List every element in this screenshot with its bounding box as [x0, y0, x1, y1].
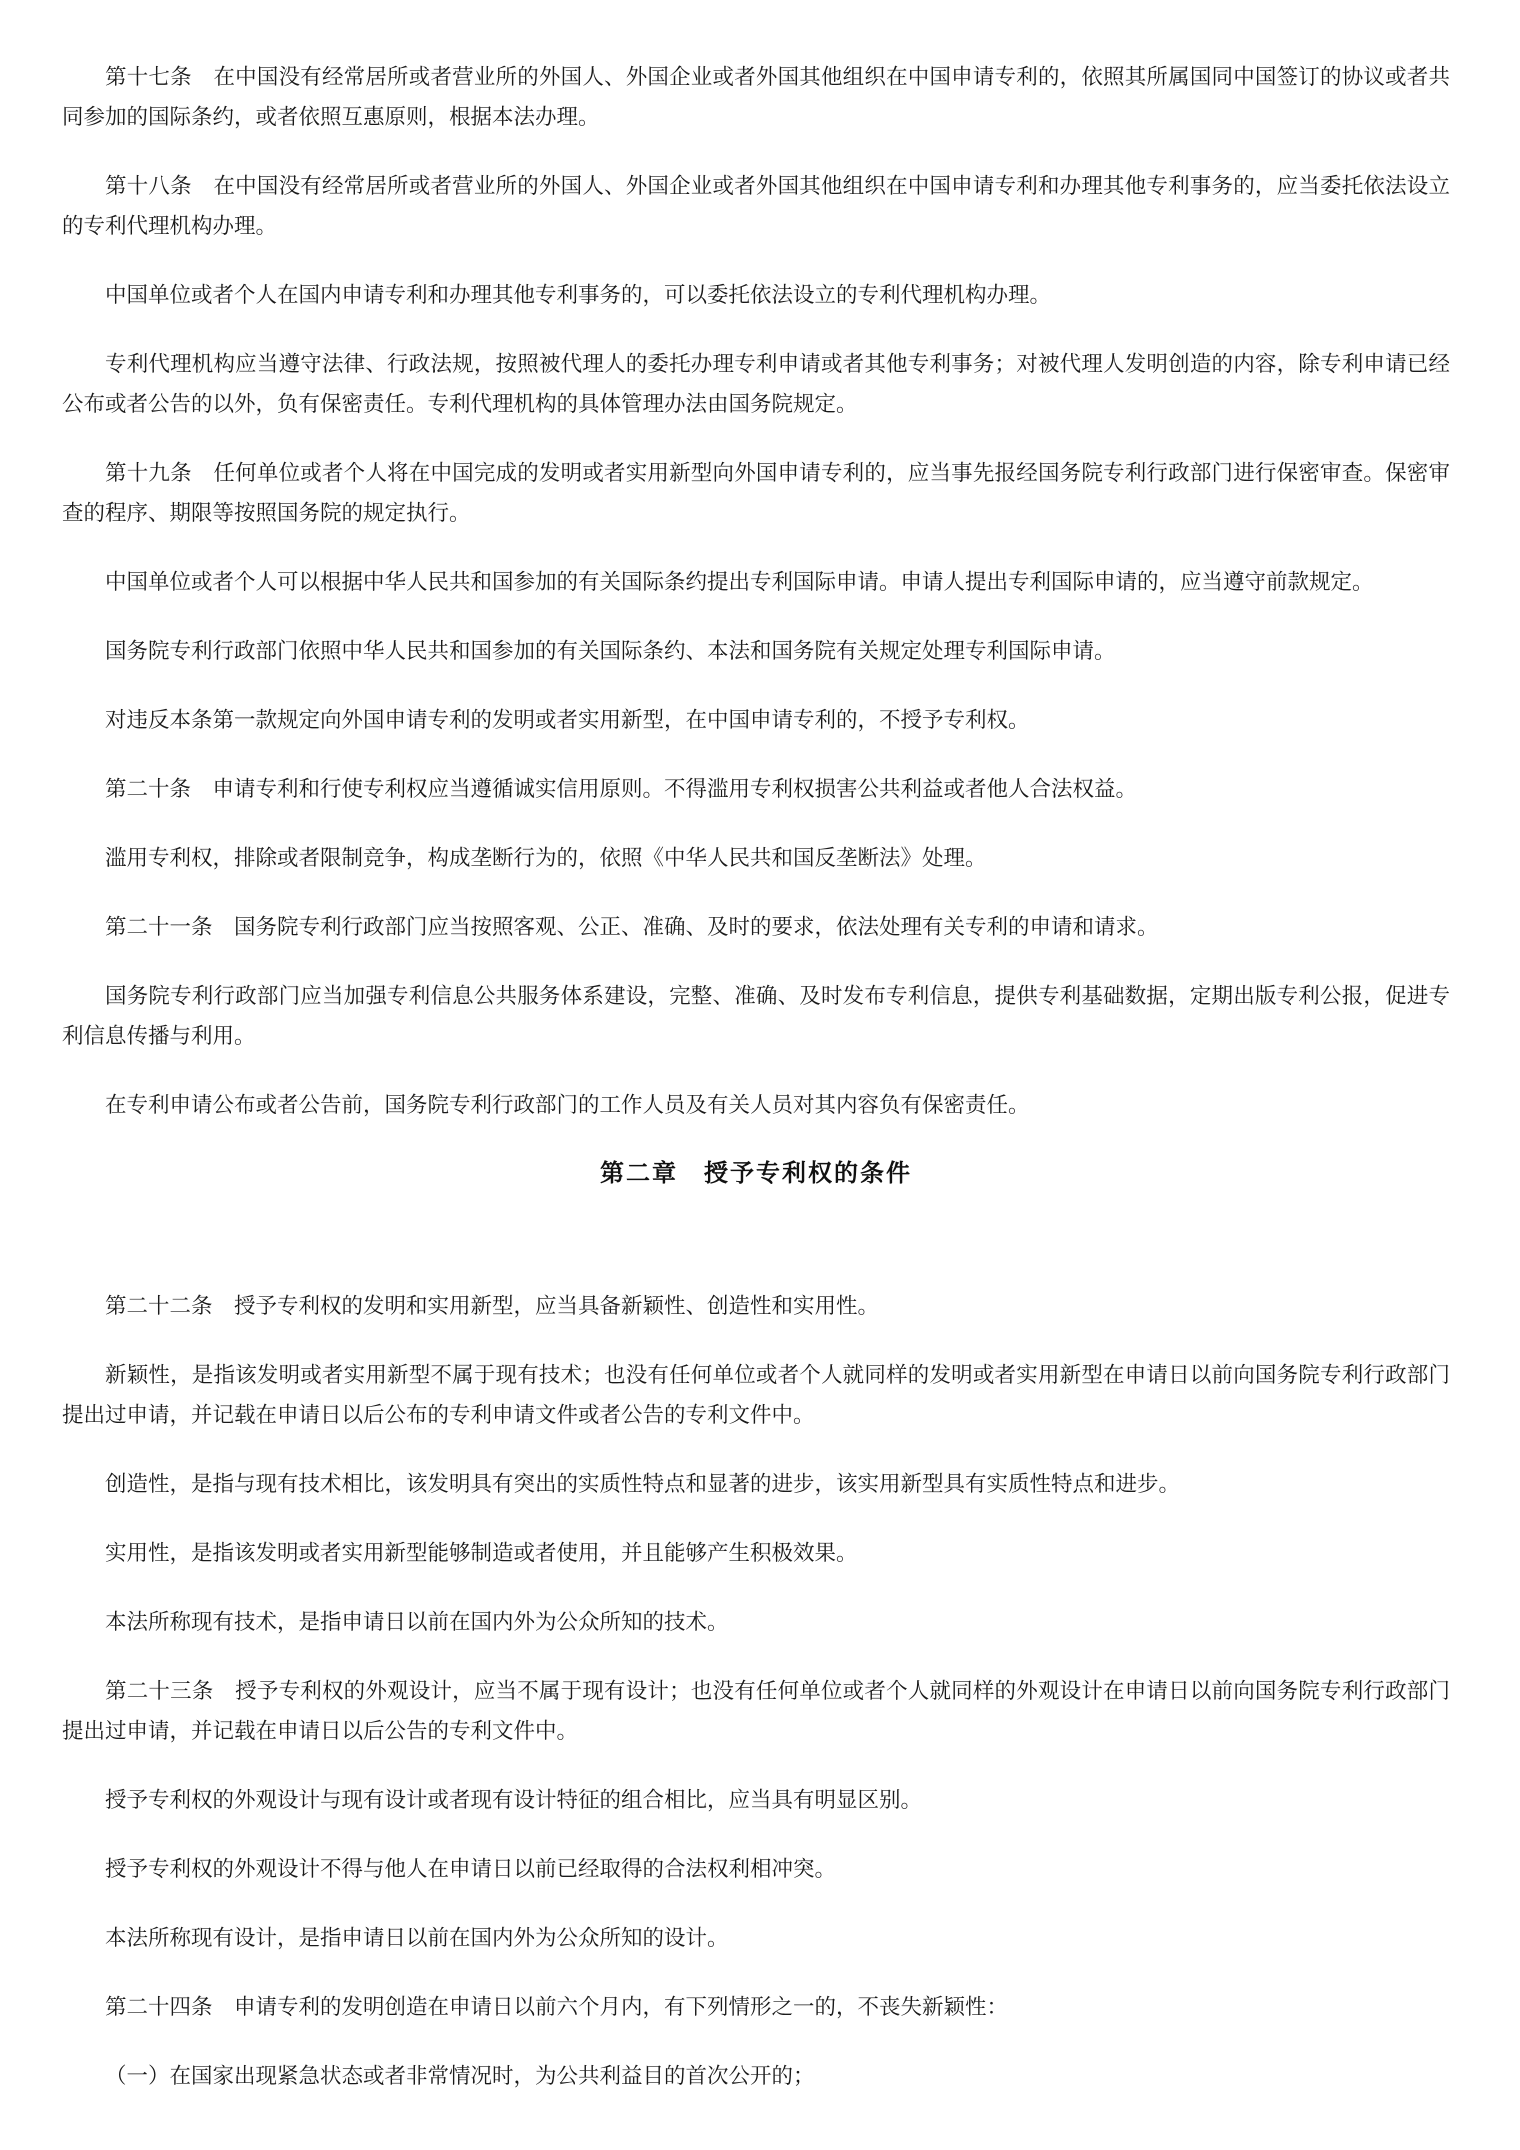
- paragraph-article-19-international-application: 中国单位或者个人可以根据中华人民共和国参加的有关国际条约提出专利国际申请。申请人提出专利国际申请的，应当遵守前款规定。: [105, 570, 1374, 594]
- paragraph-article-18: 第十八条 在中国没有经常居所或者营业所的外国人、外国企业或者外国其他组织在中国申请专利和办理其他专利事务的，应当委托依法设立的专利代理机构办理。: [62, 174, 1450, 238]
- paragraph-article-18-domestic-entrust: 中国单位或者个人在国内申请专利和办理其他专利事务的，可以委托依法设立的专利代理机构办理。: [105, 283, 1052, 307]
- paragraph-article-24-item-1: （一）在国家出现紧急状态或者非常情况时，为公共利益目的首次公开的；: [105, 2064, 815, 2088]
- paragraph-article-19-violation: 对违反本条第一款规定向外国申请专利的发明或者实用新型，在中国申请专利的，不授予专利权。: [105, 708, 1030, 732]
- paragraph-article-18-agency-duty: 专利代理机构应当遵守法律、行政法规，按照被代理人的委托办理专利申请或者其他专利事务；对被代理人发明创造的内容，除专利申请已经公布或者公告的以外，负有保密责任。专利代理机构的具体管理办法由国务院规定。: [62, 352, 1450, 416]
- paragraph-article-20-antimonopoly: 滥用专利权，排除或者限制竞争，构成垄断行为的，依照《中华人民共和国反垄断法》处理。: [105, 846, 987, 870]
- paragraph-article-22-novelty: 新颖性，是指该发明或者实用新型不属于现有技术；也没有任何单位或者个人就同样的发明或者实用新型在申请日以前向国务院专利行政部门提出过申请，并记载在申请日以后公布的专利申请文件或者公告的专利文件中。: [62, 1363, 1450, 1427]
- paragraph-article-23: 第二十三条 授予专利权的外观设计，应当不属于现有设计；也没有任何单位或者个人就同样的外观设计在申请日以前向国务院专利行政部门提出过申请，并记载在申请日以后公告的专利文件中。: [62, 1679, 1450, 1743]
- paragraph-article-22-practicality: 实用性，是指该发明或者实用新型能够制造或者使用，并且能够产生积极效果。: [105, 1541, 858, 1565]
- paragraph-article-23-prior-design: 本法所称现有设计，是指申请日以前在国内外为公众所知的设计。: [105, 1926, 729, 1950]
- paragraph-article-21-patent-information: 国务院专利行政部门应当加强专利信息公共服务体系建设，完整、准确、及时发布专利信息，提供专利基础数据，定期出版专利公报，促进专利信息传播与利用。: [62, 984, 1450, 1048]
- paragraph-article-23-distinct: 授予专利权的外观设计与现有设计或者现有设计特征的组合相比，应当具有明显区别。: [105, 1788, 923, 1812]
- paragraph-article-21-confidentiality: 在专利申请公布或者公告前，国务院专利行政部门的工作人员及有关人员对其内容负有保密责任。: [105, 1093, 1030, 1117]
- paragraph-article-19: 第十九条 任何单位或者个人将在中国完成的发明或者实用新型向外国申请专利的，应当事先报经国务院专利行政部门进行保密审查。保密审查的程序、期限等按照国务院的规定执行。: [62, 461, 1450, 525]
- paragraph-article-21: 第二十一条 国务院专利行政部门应当按照客观、公正、准确、及时的要求，依法处理有关专利的申请和请求。: [105, 915, 1159, 939]
- paragraph-article-24: 第二十四条 申请专利的发明创造在申请日以前六个月内，有下列情形之一的，不丧失新颖性：: [105, 1995, 1009, 2019]
- paragraph-article-23-no-conflict: 授予专利权的外观设计不得与他人在申请日以前已经取得的合法权利相冲突。: [105, 1857, 837, 1881]
- paragraph-article-20: 第二十条 申请专利和行使专利权应当遵循诚实信用原则。不得滥用专利权损害公共利益或者他人合法权益。: [105, 777, 1138, 801]
- chapter-2-heading: 第二章 授予专利权的条件: [600, 1160, 912, 1187]
- paragraph-article-22-inventiveness: 创造性，是指与现有技术相比，该发明具有突出的实质性特点和显著的进步，该实用新型具有实质性特点和进步。: [105, 1472, 1181, 1496]
- paragraph-article-22-prior-art: 本法所称现有技术，是指申请日以前在国内外为公众所知的技术。: [105, 1610, 729, 1634]
- paragraph-article-19-processing: 国务院专利行政部门依照中华人民共和国参加的有关国际条约、本法和国务院有关规定处理专利国际申请。: [105, 639, 1116, 663]
- paragraph-article-22: 第二十二条 授予专利权的发明和实用新型，应当具备新颖性、创造性和实用性。: [105, 1294, 880, 1318]
- paragraph-article-17: 第十七条 在中国没有经常居所或者营业所的外国人、外国企业或者外国其他组织在中国申请专利的，依照其所属国同中国签订的协议或者共同参加的国际条约，或者依照互惠原则，根据本法办理。: [62, 65, 1450, 129]
